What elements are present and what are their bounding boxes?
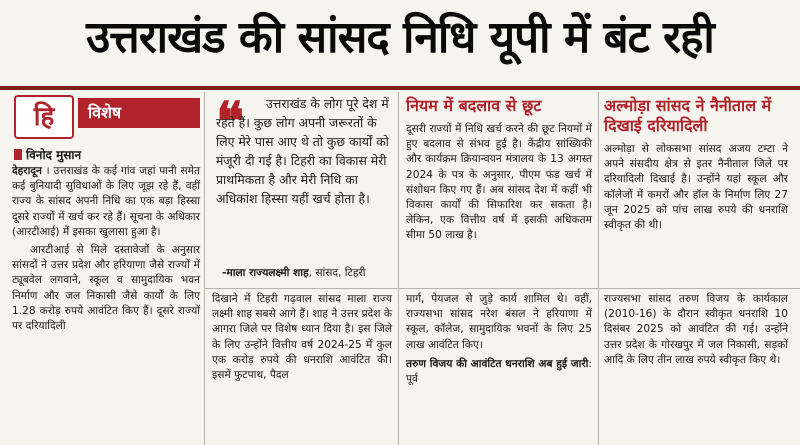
logo-letter: हि xyxy=(33,102,55,132)
body-paragraph: दूसरी राज्यों में निधि खर्च करने की छूट नियमों में हुए बदलाव से संभव हुई है। केंद्रीय सांख्यिकी और कार्यक्रम क्रियान्वयन मंत्रालय के 13 अगस्त 2024 के पत्र के अनुसार, पीएम फंड खर्च में संशोधन किए गए हैं। अब सांसद देश में कहीं भी विकास कार्यों की सिफारिश कर सकता है। लेकिन, एक वित्तीय वर्ष में इसकी अधिकतम सीमा 50 लाख है। xyxy=(406,123,592,242)
quote-author: -माला राज्यलक्ष्मी शाह xyxy=(222,267,309,279)
column-divider xyxy=(598,92,599,445)
article-column-3 xyxy=(406,122,592,244)
lead-paragraph xyxy=(12,164,200,240)
article-column-2 xyxy=(212,292,392,383)
dateline: देहरादून xyxy=(12,165,42,177)
body-paragraph: दिखाने में टिहरी गढ़वाल सांसद माला राज्य लक्ष्मी शाह सबसे आगे हैं। शाह ने उत्तर प्रदेश के आगरा जिले पर विशेष ध्यान दिया है। इस जिले के लिए उन्होंने वित्तीय वर्ष 2024-25 में कुल एक करोड़ रुपये की धनराशि आवंटित की। इसमें फुटपाथ, पैदल xyxy=(212,293,392,382)
byline-name: विनोद मुसान xyxy=(26,148,82,162)
column-divider xyxy=(204,92,205,445)
headline: उत्तराखंड की सांसद निधि यूपी में बंट रही xyxy=(86,12,714,63)
body-paragraph: अल्मोड़ा से लोकसभा सांसद अजय टम्टा ने अपने संसदीय क्षेत्र से इतर नैनीताल जिले पर दरियादिली दिखाई है। उन्होंने यहां स्कूल और कॉलेजों में कमरों और हॉल के निर्माण लिए 27 जून 2025 को पांच लाख रुपये की धनराशि स्वीकृत की थी। xyxy=(604,143,788,232)
article-column-3-bottom xyxy=(406,292,592,387)
quote-role: , सांसद, टिहरी xyxy=(308,267,366,279)
section-heading: नियम में बदलाव से छूट xyxy=(406,96,542,115)
section-divider xyxy=(204,288,800,289)
article-column-4 xyxy=(604,142,788,233)
body-paragraph: मार्ग, पेयजल से जुड़े कार्य शामिल थे। वहीं, राज्यसभा सांसद नरेश बंसल ने हरियाणा में स्कूल, कॉलेज, सामुदायिक भवनों के लिए 25 लाख आवंटित किए। xyxy=(406,293,592,351)
hindustan-logo-icon xyxy=(14,95,74,139)
section-heading: अल्मोड़ा सांसद ने नैनीताल में दिखाई दरियादिली xyxy=(604,96,772,135)
quote-mark-icon: ❝ xyxy=(216,91,244,152)
byline-marker-icon xyxy=(14,149,22,160)
column-divider xyxy=(398,92,399,445)
subheading-tail: : पूर्व xyxy=(406,357,592,386)
article-column-4-bottom xyxy=(604,292,788,368)
quote-attribution xyxy=(222,266,366,280)
pull-quote: उत्तराखंड के लोग पूरे देश में रहते हैं। कुछ लोग अपनी जरूरतों के लिए मेरे पास आए थे तो कुछ कार्यों को मंजूरी दी गई है। टिहरी का विकास मेरी प्राथमिकता है और मेरी निधि का अधिकांश हिस्सा यहीं खर्च होता है। xyxy=(216,96,389,206)
section-label: विशेष xyxy=(78,98,200,128)
body-paragraph: राज्यसभा सांसद तरुण विजय के कार्यकाल (2010-16) के दौरान स्वीकृत धनराशि 10 दिसंबर 2025 को आवंटित की गई। उन्होंने उत्तर प्रदेश के गोरखपुर में जल निकासी, सड़कों आदि के लिए तीन लाख रुपये स्वीकृत किए थे। xyxy=(604,293,788,366)
headline-rule xyxy=(0,86,800,90)
lead-text: । उत्तराखंड के कई गांव जहां पानी समेत कई बुनियादी सुविधाओं के लिए जूझ रहे हैं, वहीं राज्य के सांसद अपनी निधि का एक बड़ा हिस्सा दूसरे राज्यों में खर्च कर रहे हैं। सूचना के अधिकार (आरटीआई) में इसका खुलासा हुआ है। xyxy=(12,165,200,238)
byline xyxy=(14,146,81,163)
subheading-title: तरुण विजय की आवंटित धनराशि अब हुई जारी xyxy=(406,357,589,370)
subheading xyxy=(406,357,592,387)
body-paragraph: आरटीआई से मिले दस्तावेजों के अनुसार सांसदों ने उत्तर प्रदेश और हरियाणा जैसे राज्यों में ट्यूबवेल लगवाने, स्कूल व सामुदायिक भवन निर्माण और जल निकासी जैसे कार्यों के लिए 1.28 करोड़ रुपये आवंटित किए हैं। दूसरे राज्यों पर दरियादिली xyxy=(12,244,200,333)
article-column-1 xyxy=(12,164,200,334)
